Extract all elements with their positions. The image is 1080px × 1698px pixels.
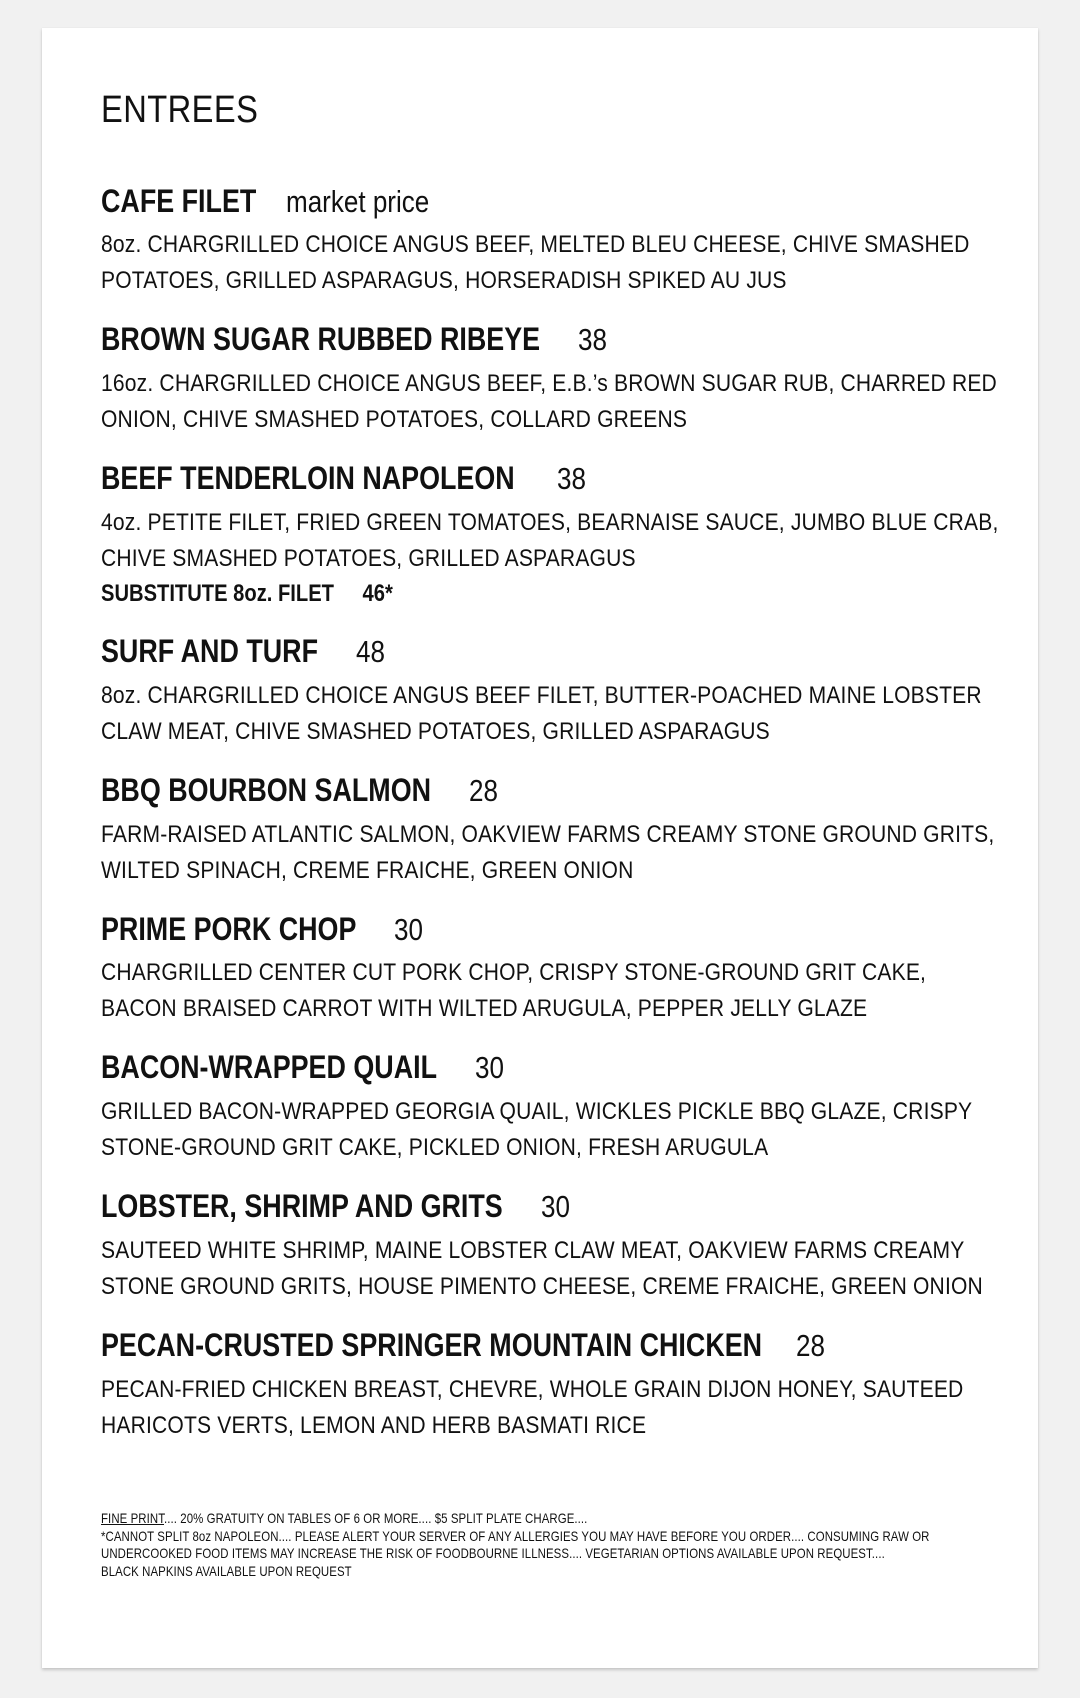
- menu-content: [101, 88, 1001, 1466]
- menu-item-name: BBQ BOURBON SALMON: [101, 771, 432, 808]
- menu-item-substitute: [101, 577, 857, 611]
- menu-item: [101, 460, 1001, 611]
- menu-item-header: [101, 183, 1001, 220]
- menu-item-description: GRILLED BACON-WRAPPED GEORGIA QUAIL, WICKLES PICKLE BBQ GLAZE, CRISPY STONE-GROUND GRIT CAKE, PICKLED ONION, FRESH ARUGULA: [101, 1098, 972, 1162]
- fine-print: [101, 1510, 966, 1580]
- menu-item-name: SURF AND TURF: [101, 632, 319, 669]
- menu-item-price: 48: [356, 633, 386, 669]
- menu-item-header: [101, 633, 1001, 670]
- menu-item: [101, 321, 1001, 438]
- menu-item-price: 38: [577, 322, 607, 358]
- menu-item-name: CAFE FILET: [101, 182, 257, 219]
- fine-print-text-1: .... 20% GRATUITY ON TABLES OF 6 OR MORE.... $5 SPLIT PLATE CHARGE....: [164, 1511, 588, 1526]
- fine-print-line-4: BLACK NAPKINS AVAILABLE UPON REQUEST: [101, 1563, 352, 1579]
- menu-items-list: [101, 183, 1001, 1444]
- menu-item-price: 30: [474, 1050, 504, 1086]
- menu-item-header: [101, 772, 1001, 809]
- menu-item-description: 4oz. PETITE FILET, FRIED GREEN TOMATOES, BEARNAISE SAUCE, JUMBO BLUE CRAB, CHIVE SMASHED POTATOES, GRILLED ASPARAGUS: [101, 508, 999, 572]
- menu-item-header: [101, 1327, 1001, 1364]
- menu-item-name: BACON-WRAPPED QUAIL: [101, 1049, 437, 1086]
- menu-item: [101, 633, 1001, 750]
- menu-item-name: BEEF TENDERLOIN NAPOLEON: [101, 460, 515, 497]
- menu-item-header: [101, 460, 1001, 497]
- menu-item-price: market price: [286, 183, 430, 219]
- menu-item-description: FARM-RAISED ATLANTIC SALMON, OAKVIEW FARMS CREAMY STONE GROUND GRITS, WILTED SPINACH, CREME FRAICHE, GREEN ONION: [101, 820, 995, 884]
- menu-item-price: 28: [468, 772, 498, 808]
- menu-item-description: SAUTEED WHITE SHRIMP, MAINE LOBSTER CLAW MEAT, OAKVIEW FARMS CREAMY STONE GROUND GRITS, HOUSE PIMENTO CHEESE, CREME FRAICHE, GREEN ONION: [101, 1236, 983, 1300]
- menu-item-header: [101, 911, 1001, 948]
- fine-print-line-1: [101, 1510, 966, 1528]
- menu-item-description: CHARGRILLED CENTER CUT PORK CHOP, CRISPY STONE-GROUND GRIT CAKE, BACON BRAISED CARROT WITH WILTED ARUGULA, PEPPER JELLY GLAZE: [101, 959, 927, 1023]
- menu-item-name: LOBSTER, SHRIMP AND GRITS: [101, 1188, 503, 1225]
- menu-item-header: [101, 1049, 1001, 1086]
- menu-item: [101, 183, 1001, 300]
- section-title: ENTREES: [101, 89, 259, 131]
- menu-item-name: PECAN-CRUSTED SPRINGER MOUNTAIN CHICKEN: [101, 1326, 763, 1363]
- fine-print-line-2: *CANNOT SPLIT 8oz NAPOLEON.... PLEASE ALERT YOUR SERVER OF ANY ALLERGIES YOU MAY HAVE BEFORE YOU ORDER.... CONSUMING RAW OR: [101, 1528, 930, 1544]
- menu-item-name: BROWN SUGAR RUBBED RIBEYE: [101, 321, 541, 358]
- menu-item: [101, 772, 1001, 889]
- substitute-price: 46*: [362, 579, 393, 607]
- substitute-label: SUBSTITUTE 8oz. FILET: [101, 579, 334, 607]
- menu-item: [101, 1327, 1001, 1444]
- menu-item-header: [101, 1188, 1001, 1225]
- menu-item-description: PECAN-FRIED CHICKEN BREAST, CHEVRE, WHOLE GRAIN DIJON HONEY, SAUTEED HARICOTS VERTS, LEMON AND HERB BASMATI RICE: [101, 1375, 964, 1439]
- menu-item-header: [101, 321, 1001, 358]
- menu-item: [101, 1188, 1001, 1305]
- fine-print-label: FINE PRINT: [101, 1511, 165, 1526]
- menu-item-description: 8oz. CHARGRILLED CHOICE ANGUS BEEF, MELTED BLEU CHEESE, CHIVE SMASHED POTATOES, GRILLED ASPARAGUS, HORSERADISH SPIKED AU JUS: [101, 231, 970, 295]
- menu-item-price: 30: [394, 911, 424, 947]
- menu-item-description: 8oz. CHARGRILLED CHOICE ANGUS BEEF FILET, BUTTER-POACHED MAINE LOBSTER CLAW MEAT, CHIVE SMASHED POTATOES, GRILLED ASPARAGUS: [101, 681, 982, 745]
- menu-item-name: PRIME PORK CHOP: [101, 910, 357, 947]
- menu-item: [101, 1049, 1001, 1166]
- menu-item-price: 38: [557, 461, 587, 497]
- menu-item: [101, 911, 1001, 1028]
- fine-print-line-3: UNDERCOOKED FOOD ITEMS MAY INCREASE THE RISK OF FOODBOURNE ILLNESS.... VEGETARIAN OPTIONS AVAILABLE UPON REQUEST....: [101, 1546, 885, 1561]
- menu-item-price: 30: [540, 1189, 570, 1225]
- menu-item-description: 16oz. CHARGRILLED CHOICE ANGUS BEEF, E.B.’s BROWN SUGAR RUB, CHARRED RED ONION, CHIVE SMASHED POTATOES, COLLARD GREENS: [101, 370, 997, 434]
- menu-item-price: 28: [796, 1327, 826, 1363]
- menu-page: [42, 28, 1038, 1668]
